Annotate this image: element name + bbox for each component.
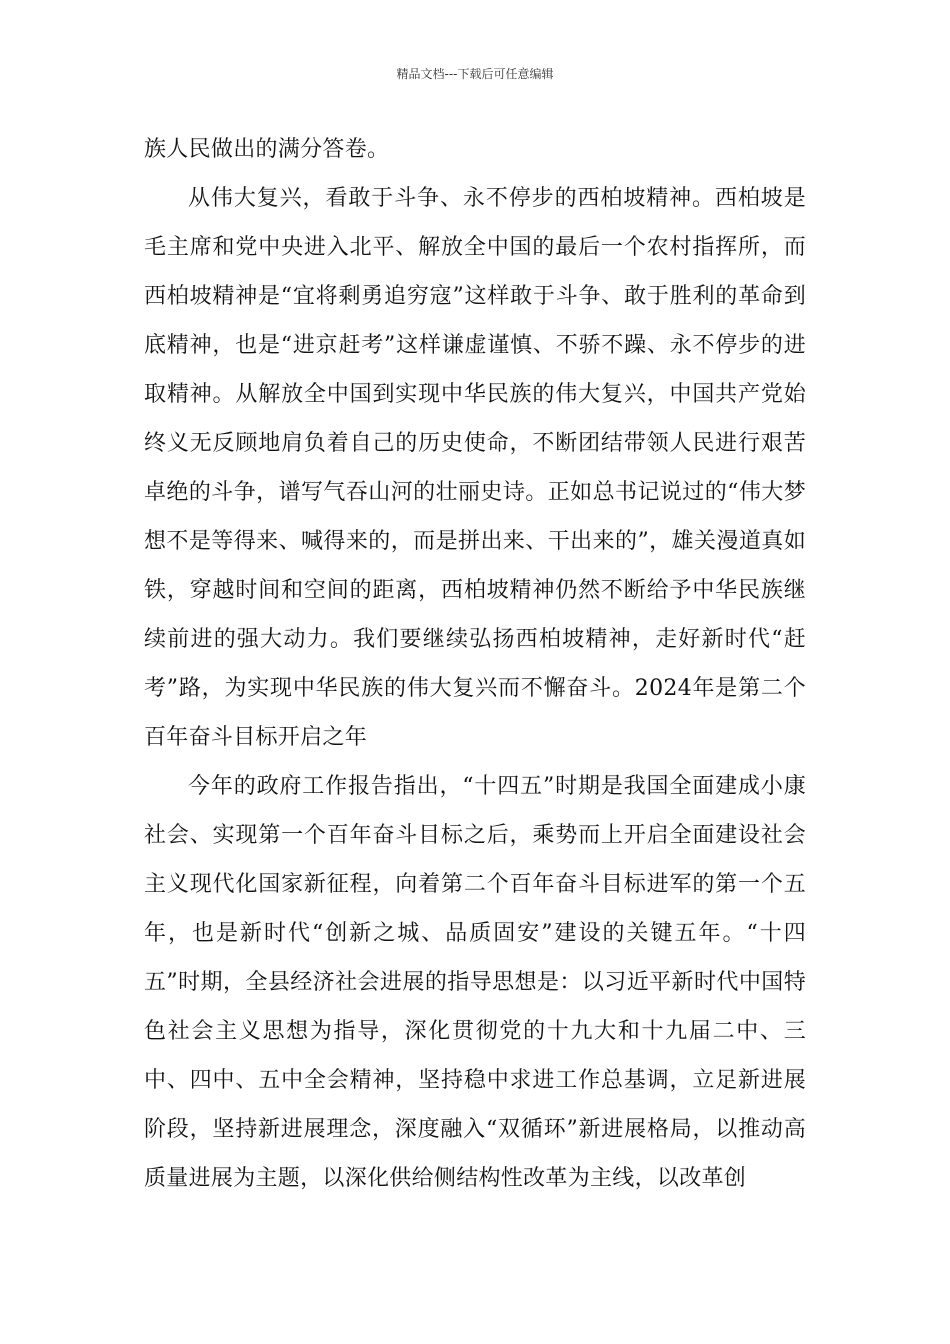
paragraph-2: 从伟大复兴，看敢于斗争、永不停步的西柏坡精神。西柏坡是毛主席和党中央进入北平、解放全中国的最后一个农村指挥所，而西柏坡精神是“宜将剩勇追穷寇”这样敢于斗争、敢于胜利的革命到底精神，也是“进京赶考”这样谦虚谨慎、不骄不躁、永不停步的进取精神。从解放全中国到实现中华民族的伟大复兴，中国共产党始终义无反顾地肩负着自己的历史使命，不断团结带领人民进行艰苦卓绝的斗争，谱写气吞山河的壮丽史诗。正如总书记说过的“伟大梦想不是等得来、喊得来的，而是拼出来、干出来的”，雄关漫道真如铁，穿越时间和空间的距离，西柏坡精神仍然不断给予中华民族继续前进的强大动力。我们要继续弘扬西柏坡精神，走好新时代“赶考”路，为实现中华民族的伟大复兴而不懈奋斗。2024年是第二个百年奋斗目标开启之年	[144, 186, 806, 750]
paragraph-1: 族人民做出的满分答卷。	[144, 137, 390, 162]
paragraph-3: 今年的政府工作报告指出，“十四五”时期是我国全面建成小康社会、实现第一个百年奋斗目标之后，乘势而上开启全面建设社会主义现代化国家新征程，向着第二个百年奋斗目标进军的第一个五年，也是新时代“创新之城、品质固安”建设的关键五年。“十四五”时期，全县经济社会进展的指导思想是：以习近平新时代中国特色社会主义思想为指导，深化贯彻党的十九大和十九届二中、三中、四中、五中全会精神，坚持稳中求进工作总基调，立足新进展阶段，坚持新进展理念，深度融入“双循环”新进展格局，以推动高质量进展为主题，以深化供给侧结构性改革为主线，以改革创	[144, 774, 806, 1191]
page-header: 精品文档---下载后可任意编辑	[396, 67, 554, 81]
document-body	[144, 125, 806, 1203]
